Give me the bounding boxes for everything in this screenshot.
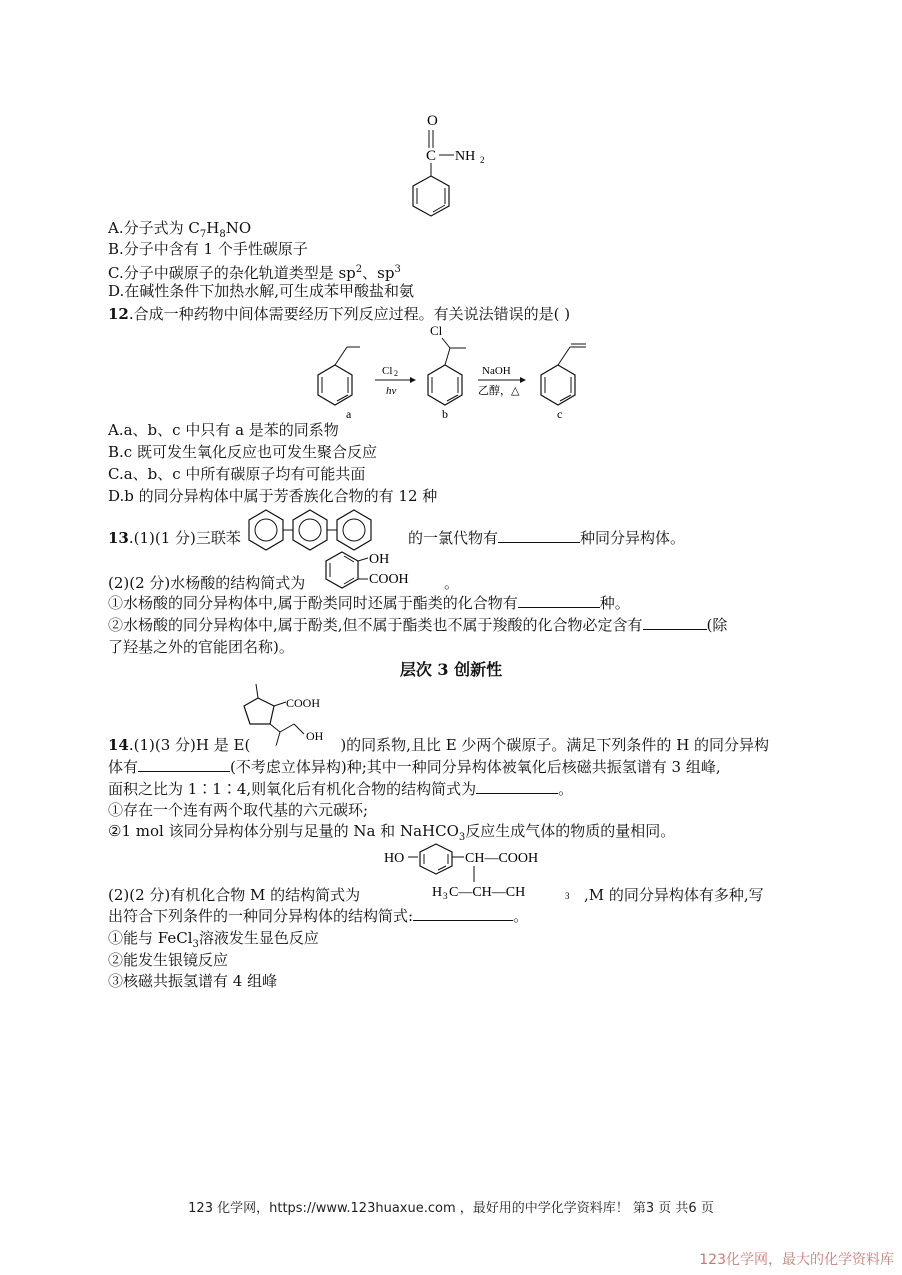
group-ch3-sub: 3 [565, 891, 570, 901]
reagent-hv: hν [386, 385, 397, 397]
reagent-ethanol: 乙醇，△ [478, 385, 520, 397]
q12-option-c: C.a、b、c 中所有碳原子均有可能共面 [108, 465, 366, 483]
q14-part2-suffix: ,M 的同分异构体有多种,写 [584, 886, 764, 904]
q13-blank-1[interactable] [498, 528, 580, 543]
q14-part2-line2: 出符合下列条件的一种同分异构体的结构简式: 。 [108, 907, 529, 925]
page-footer: 123 化学网，https://www.123huaxue.com ，最好用的中学化学资料库！ 第3 页 共6 页 [188, 1201, 714, 1216]
q12-option-a: A.a、b、c 中只有 a 是苯的同系物 [108, 421, 339, 439]
group-cooh: COOH [369, 572, 409, 587]
salicylic-acid-structure [322, 548, 442, 592]
q14-blank-2[interactable] [476, 779, 558, 794]
q12-stem: 12.合成一种药物中间体需要经历下列反应过程。有关说法错误的是( ) [108, 305, 571, 323]
q14-condition-2: ②1 mol 该同分异构体分别与足量的 Na 和 NaHCO$_3$反应生成气体的物质的量相同。 [108, 822, 676, 843]
q12-option-b: B.c 既可发生氧化反应也可发生聚合反应 [108, 443, 377, 461]
atom-cl: Cl [430, 323, 443, 338]
reagent-cl2-sub: 2 [394, 369, 398, 378]
q14-part2-cond1: ①能与 FeCl$_3$溶液发生显色反应 [108, 929, 319, 950]
q13-blank-3[interactable] [643, 615, 707, 630]
q11-option-d: D.在碱性条件下加热水解,可生成苯甲酸盐和氨 [108, 282, 415, 300]
group-oh: OH [369, 552, 390, 567]
group-chain: C—CH—CH [449, 885, 526, 900]
q14-part2-prefix: (2)(2 分)有机化合物 M 的结构简式为 [108, 886, 361, 904]
q12-option-d: D.b 的同分异构体中属于芳香族化合物的有 12 种 [108, 487, 438, 505]
q14-part2-cond3: ③核磁共振氢谱有 4 组峰 [108, 972, 278, 990]
q12-reaction-scheme [300, 322, 620, 422]
q13-sub2-line2: 了羟基之外的官能团名称)。 [108, 638, 294, 656]
q14-part1-line2: 体有 (不考虑立体异构)种;其中一种同分异构体被氧化后核磁共振氢谱有 3 组峰, [108, 758, 721, 776]
group-h3c: H [432, 885, 443, 900]
q13-blank-2[interactable] [518, 593, 600, 608]
group-oh-e: OH [306, 729, 324, 743]
q14-part2-cond2: ②能发生银镜反应 [108, 951, 229, 969]
compound-m-structure [384, 840, 594, 902]
atom-nh-sub: 2 [480, 155, 485, 165]
q11-option-a: A.分子式为 $C_7H_8NO$ [108, 219, 252, 240]
group-ho: HO [384, 851, 405, 866]
q13-sub1: ①水杨酸的同分异构体中,属于酚类同时还属于酯类的化合物有 种。 [108, 594, 630, 612]
q13-part1-tail: 的一氯代物有 种同分异构体。 [408, 529, 686, 547]
label-b: b [442, 407, 448, 421]
q13-part2-suffix: 。 [444, 574, 460, 592]
label-a: a [346, 407, 352, 421]
q13-part1-prefix: 13.(1)(1 分)三联苯 [108, 529, 241, 547]
watermark: 123化学网，最大的化学资料库 [699, 1252, 894, 1268]
q14-part1-line1: 14.(1)(3 分)H 是 E( )的同系物,且比 E 少两个碳原子。满足下列条件的 H 的同分异构 [108, 736, 770, 754]
terphenyl-structure [244, 508, 404, 548]
reagent-cl2: Cl [382, 365, 393, 377]
benzamide-structure [400, 108, 500, 218]
atom-o: O [427, 113, 438, 129]
label-c: c [557, 407, 563, 421]
section-title: 层次 3 创新性 [399, 660, 503, 679]
group-ch-cooh: CH—COOH [465, 851, 539, 866]
q14-blank-1[interactable] [138, 757, 230, 772]
q14-blank-3[interactable] [413, 906, 513, 921]
reagent-naoh: NaOH [482, 365, 511, 377]
q11-option-b: B.分子中含有 1 个手性碳原子 [108, 240, 308, 258]
q11-option-c: C.分子中碳原子的杂化轨道类型是 $sp^2$、$sp^3$ [108, 264, 401, 282]
atom-nh: NH [455, 149, 476, 164]
group-cooh-e: COOH [286, 696, 321, 710]
q13-part2-prefix: (2)(2 分)水杨酸的结构简式为 [108, 574, 306, 592]
atom-c: C [426, 148, 437, 164]
q14-condition-1: ①存在一个连有两个取代基的六元碳环; [108, 801, 369, 819]
q13-sub2: ②水杨酸的同分异构体中,属于酚类,但不属于酯类也不属于羧酸的化合物必定含有 (除 [108, 616, 728, 634]
q14-part1-line3: 面积之比为 1∶1∶4,则氧化后有机化合物的结构简式为 。 [108, 780, 574, 798]
group-h3c-sub: 3 [443, 891, 448, 901]
